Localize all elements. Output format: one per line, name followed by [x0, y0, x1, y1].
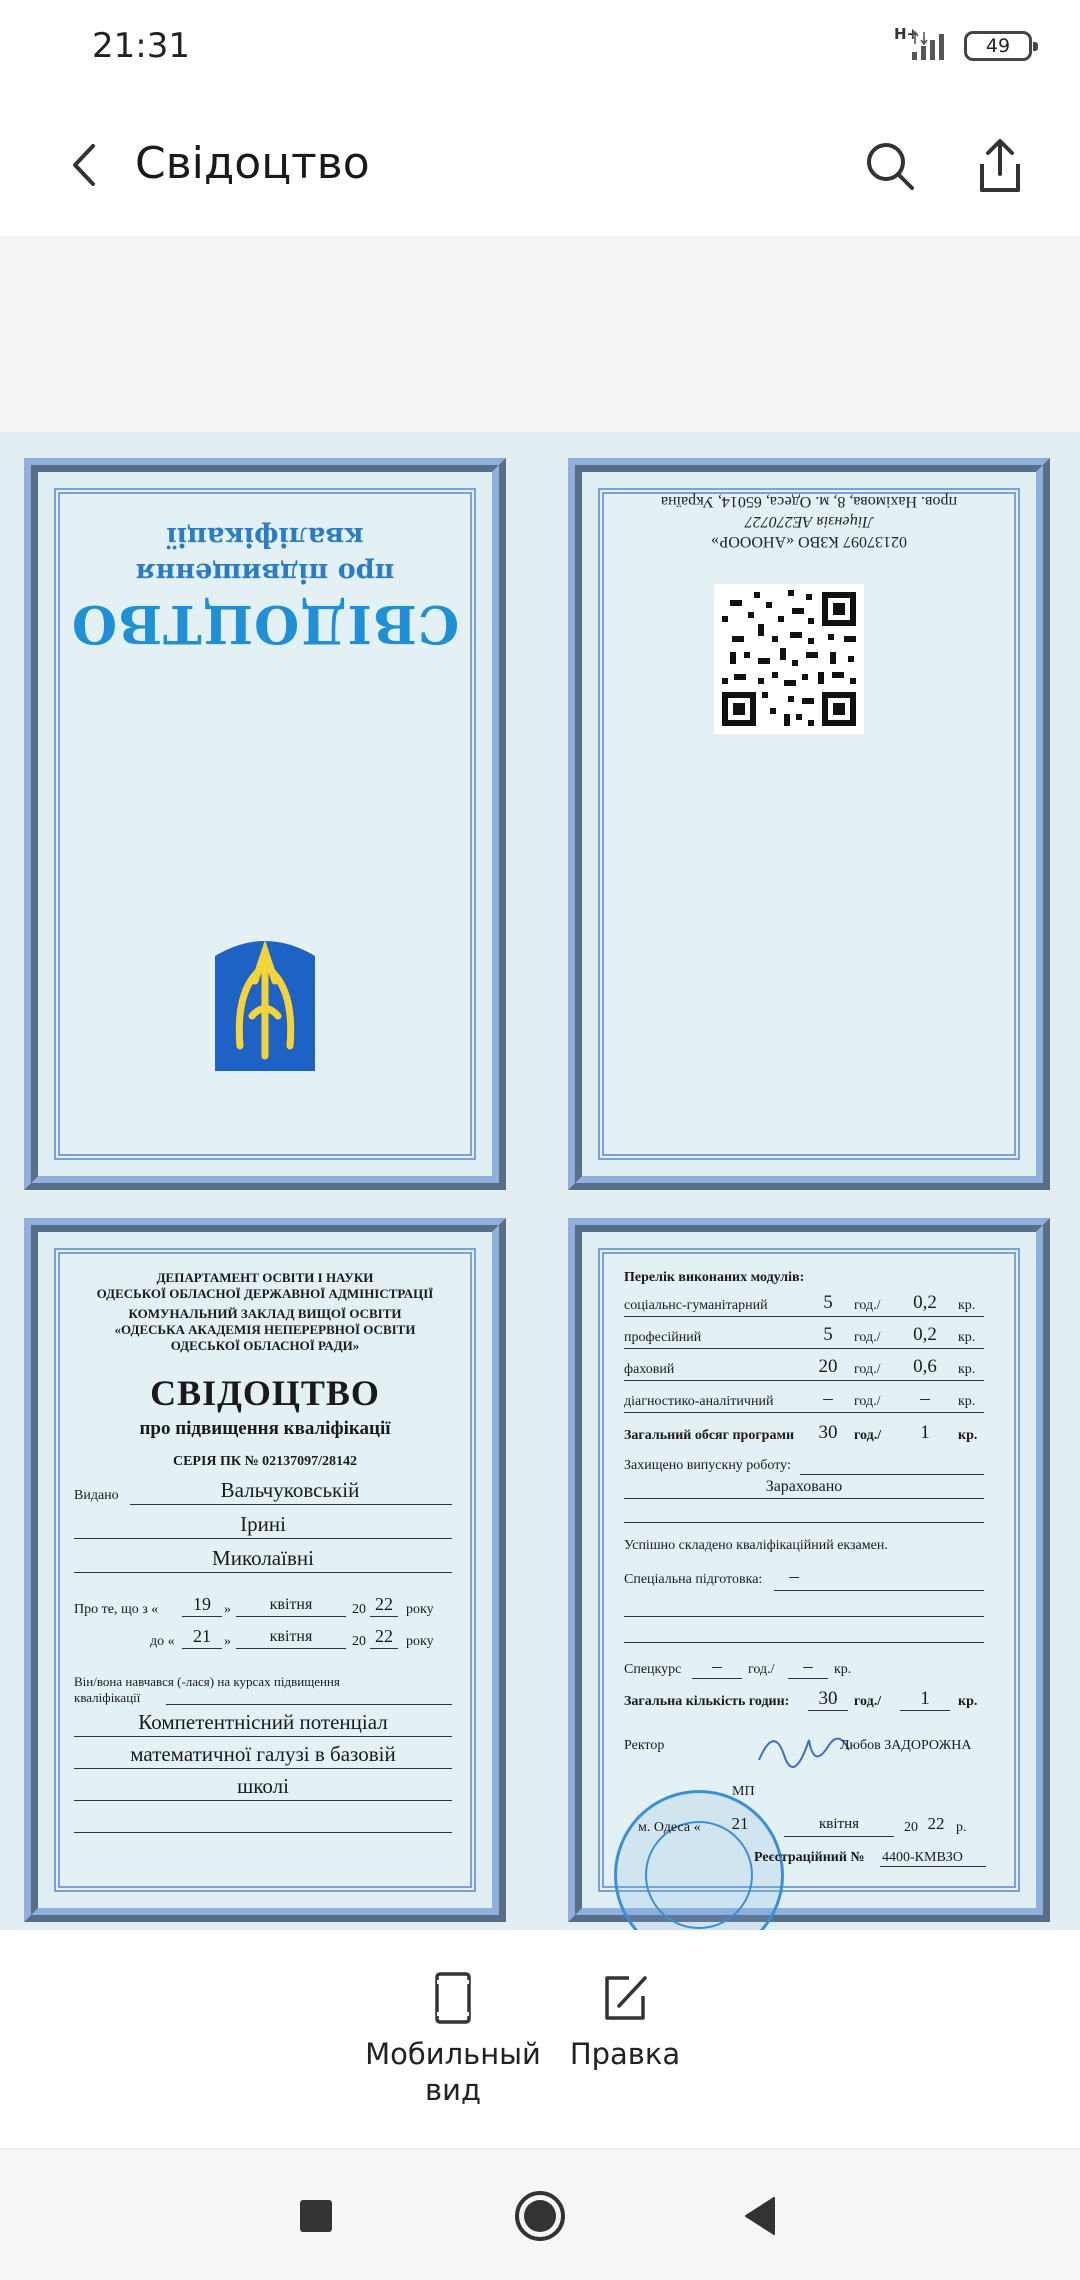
module-label-4: діагностико-аналітичний	[624, 1394, 774, 1409]
cert-header-1: ДЕПАРТАМЕНТ ОСВІТИ І НАУКИ	[156, 1270, 374, 1285]
total-hours-value: 30	[818, 1688, 838, 1709]
search-icon	[862, 138, 918, 194]
document-top-margin	[0, 236, 1080, 432]
total-hours-label: Загальна кількість годин:	[624, 1694, 790, 1709]
module-hours-3: 20	[818, 1356, 838, 1377]
document-image[interactable]	[0, 432, 1080, 1930]
cover-subtitle-2: кваліфікації	[166, 521, 364, 552]
trident-emblem-icon	[210, 926, 320, 1076]
sign-year: 22	[927, 1814, 945, 1833]
back-page	[568, 458, 1050, 1190]
thesis-value: Зараховано	[765, 1478, 843, 1495]
module-credits-1: 0,2	[913, 1292, 937, 1313]
cover-subtitle-1: про підвищення	[135, 557, 395, 588]
square-icon	[298, 2198, 334, 2234]
special-course-label: Спецкурс	[624, 1662, 682, 1677]
cert-serie: СЕРІЯ ПК № 02137097/28142	[172, 1454, 358, 1469]
certificate-back: Перелік виконаних модулів: соціальнс-гуманітарний 5 год./ 0,2 кр. професійний 5 год./ 0,2 кр. фаховий 20 год./ 0,6 кр. діагностико-аналітичний – год./ – кр. Загальний обсяг програми 30 год./ 1 кр. Захищено випускну роботу: Зараховано Успішно складено кваліфікаційний екзамен. Спеціальна підготовка: – Спецкурс – год./ – кр. Загальна кількість годин: 30 год./ 1 кр. Ректор Любов ЗАДОРОЖНА МП м. Одеса « 21 квітня 20 22 р. Реєстраційний № 4400-КМВЗО	[568, 1218, 1050, 1922]
module-label-2: професійний	[624, 1330, 702, 1345]
module-label-1: соціальнс-гуманітарний	[624, 1298, 768, 1313]
home-button[interactable]	[510, 2186, 570, 2246]
total-volume-hours: 30	[818, 1422, 838, 1443]
from-label: Про те, що з «	[74, 1602, 159, 1617]
edit-button[interactable]	[530, 1970, 720, 2072]
from-year: 22	[375, 1594, 393, 1614]
issued-label: Видано	[74, 1488, 119, 1503]
cover-title: СВІДОЦТВО	[70, 593, 460, 654]
back-line-3: пров. Нахімова, 8, м. Одеса, 65014, Україна	[660, 493, 958, 510]
cert-header-4: «ОДЕСЬКА АКАДЕМІЯ НЕПЕРЕРВНОЇ ОСВІТИ	[114, 1322, 416, 1337]
cert-subtitle: про підвищення кваліфікації	[139, 1418, 391, 1439]
sign-day: 21	[731, 1814, 749, 1833]
total-volume-label: Загальний обсяг програми	[624, 1428, 795, 1443]
system-nav-bar	[0, 2150, 1080, 2280]
mp-label: МП	[732, 1784, 755, 1799]
page-title: Свідоцтво	[135, 138, 370, 189]
chevron-left-icon	[65, 140, 105, 190]
recent-apps-button[interactable]	[286, 2186, 346, 2246]
status-bar	[0, 0, 1080, 96]
cert-header-3: КОМУНАЛЬНИЙ ЗАКЛАД ВИЩОЇ ОСВІТИ	[128, 1306, 402, 1321]
qr-code	[714, 584, 864, 734]
certificate-front: ДЕПАРТАМЕНТ ОСВІТИ І НАУКИ ОДЕСЬКОЇ ОБЛАСНОЇ ДЕРЖАВНОЇ АДМІНІСТРАЦІЇ КОМУНАЛЬНИЙ ЗАКЛАД ВИЩОЇ ОСВІТИ «ОДЕСЬКА АКАДЕМІЯ НЕПЕРЕРВНОЇ ОСВІТИ ОДЕСЬКОЇ ОБЛАСНОЇ РАДИ» СВІДОЦТВО про підвищення кваліфікації СЕРІЯ ПК № 02137097/28142 Видано Вальчуковській Ірині Миколаївні Про те, що з « 19 » квітня 20 22 року до « 21 » квітня 20 22 року Він/вона навчався (-лася) на курсах підвищення кваліфікації Компетентнісний потенціал математичної галузі в базовій школі	[24, 1218, 506, 1922]
recipient-surname: Вальчуковській	[220, 1478, 360, 1502]
special-course-credits: –	[803, 1656, 813, 1677]
registration-number: 4400-КМВЗО	[882, 1850, 963, 1865]
search-button[interactable]	[852, 128, 928, 204]
status-time: 21:31	[92, 26, 190, 66]
edit-label: Правка	[569, 2037, 681, 2071]
signal-icon	[910, 30, 954, 62]
total-credits-value: 1	[920, 1688, 930, 1709]
modules-heading: Перелік виконаних модулів:	[624, 1270, 805, 1285]
special-course-hours: –	[712, 1656, 722, 1677]
from-day: 19	[193, 1594, 211, 1614]
to-month: квітня	[269, 1628, 313, 1645]
total-volume-credits: 1	[920, 1422, 930, 1443]
course-line-3: школі	[237, 1774, 289, 1798]
network-type: H+	[894, 25, 920, 43]
rector-name: Любов ЗАДОРОЖНА	[840, 1738, 972, 1753]
module-credits-3: 0,6	[913, 1356, 937, 1377]
thesis-label: Захищено випускну роботу:	[624, 1458, 791, 1473]
course-line-1: Компетентнісний потенціал	[138, 1710, 388, 1734]
cert-header-5: ОДЕСЬКОЇ ОБЛАСНОЇ РАДИ»	[170, 1338, 360, 1353]
back-nav-button[interactable]	[730, 2186, 790, 2246]
cert-header-2: ОДЕСЬКОЇ ОБЛАСНОЇ ДЕРЖАВНОЇ АДМІНІСТРАЦІЇ	[96, 1286, 434, 1301]
recipient-patronymic: Миколаївні	[212, 1546, 314, 1570]
triangle-back-icon	[742, 2196, 778, 2236]
module-credits-4: –	[920, 1388, 930, 1409]
to-year: 22	[375, 1626, 393, 1646]
rector-label: Ректор	[624, 1738, 665, 1753]
home-circle-icon	[514, 2190, 566, 2242]
registration-label: Реєстраційний №	[754, 1850, 865, 1865]
exam-text: Успішно складено кваліфікаційний екзамен.	[624, 1538, 888, 1553]
special-training-value: –	[789, 1566, 799, 1587]
document-actions	[0, 1930, 1080, 2150]
mobile-view-button[interactable]	[358, 1970, 548, 2108]
battery-indicator: 49	[964, 31, 1032, 61]
to-day: 21	[193, 1626, 211, 1646]
to-label: до «	[150, 1634, 175, 1649]
mobile-view-label-2: вид	[425, 2073, 481, 2107]
back-button[interactable]	[50, 130, 120, 200]
studied-line-1: Він/вона навчався (-лася) на курсах підвищення	[74, 1674, 340, 1689]
mobile-view-icon	[429, 1970, 477, 2026]
city-label: м. Одеса «	[638, 1820, 701, 1835]
share-icon	[972, 136, 1028, 196]
app-bar	[0, 96, 1080, 236]
signature	[754, 1720, 854, 1780]
edit-icon	[599, 1970, 651, 2026]
cert-title: СВІДОЦТВО	[150, 1373, 380, 1413]
module-hours-4: –	[823, 1388, 833, 1409]
module-hours-2: 5	[823, 1324, 833, 1345]
share-button[interactable]	[962, 128, 1038, 204]
sign-month: квітня	[818, 1816, 860, 1832]
recipient-name: Ірині	[240, 1512, 286, 1536]
course-line-2: математичної галузі в базовій	[130, 1742, 396, 1766]
back-line-2: Ліцензія АЕ270727	[744, 513, 874, 530]
special-training-label: Спеціальна підготовка:	[624, 1572, 763, 1587]
studied-line-2: кваліфікації	[74, 1690, 141, 1705]
from-month: квітня	[269, 1596, 313, 1613]
module-hours-1: 5	[823, 1292, 833, 1313]
module-credits-2: 0,2	[913, 1324, 937, 1345]
mobile-view-label-1: Мобильный	[365, 2037, 541, 2071]
back-line-1: 02137097 КЗВО «АНООOР»	[711, 533, 907, 550]
cover-page	[24, 458, 506, 1190]
module-label-3: фаховий	[624, 1362, 675, 1377]
